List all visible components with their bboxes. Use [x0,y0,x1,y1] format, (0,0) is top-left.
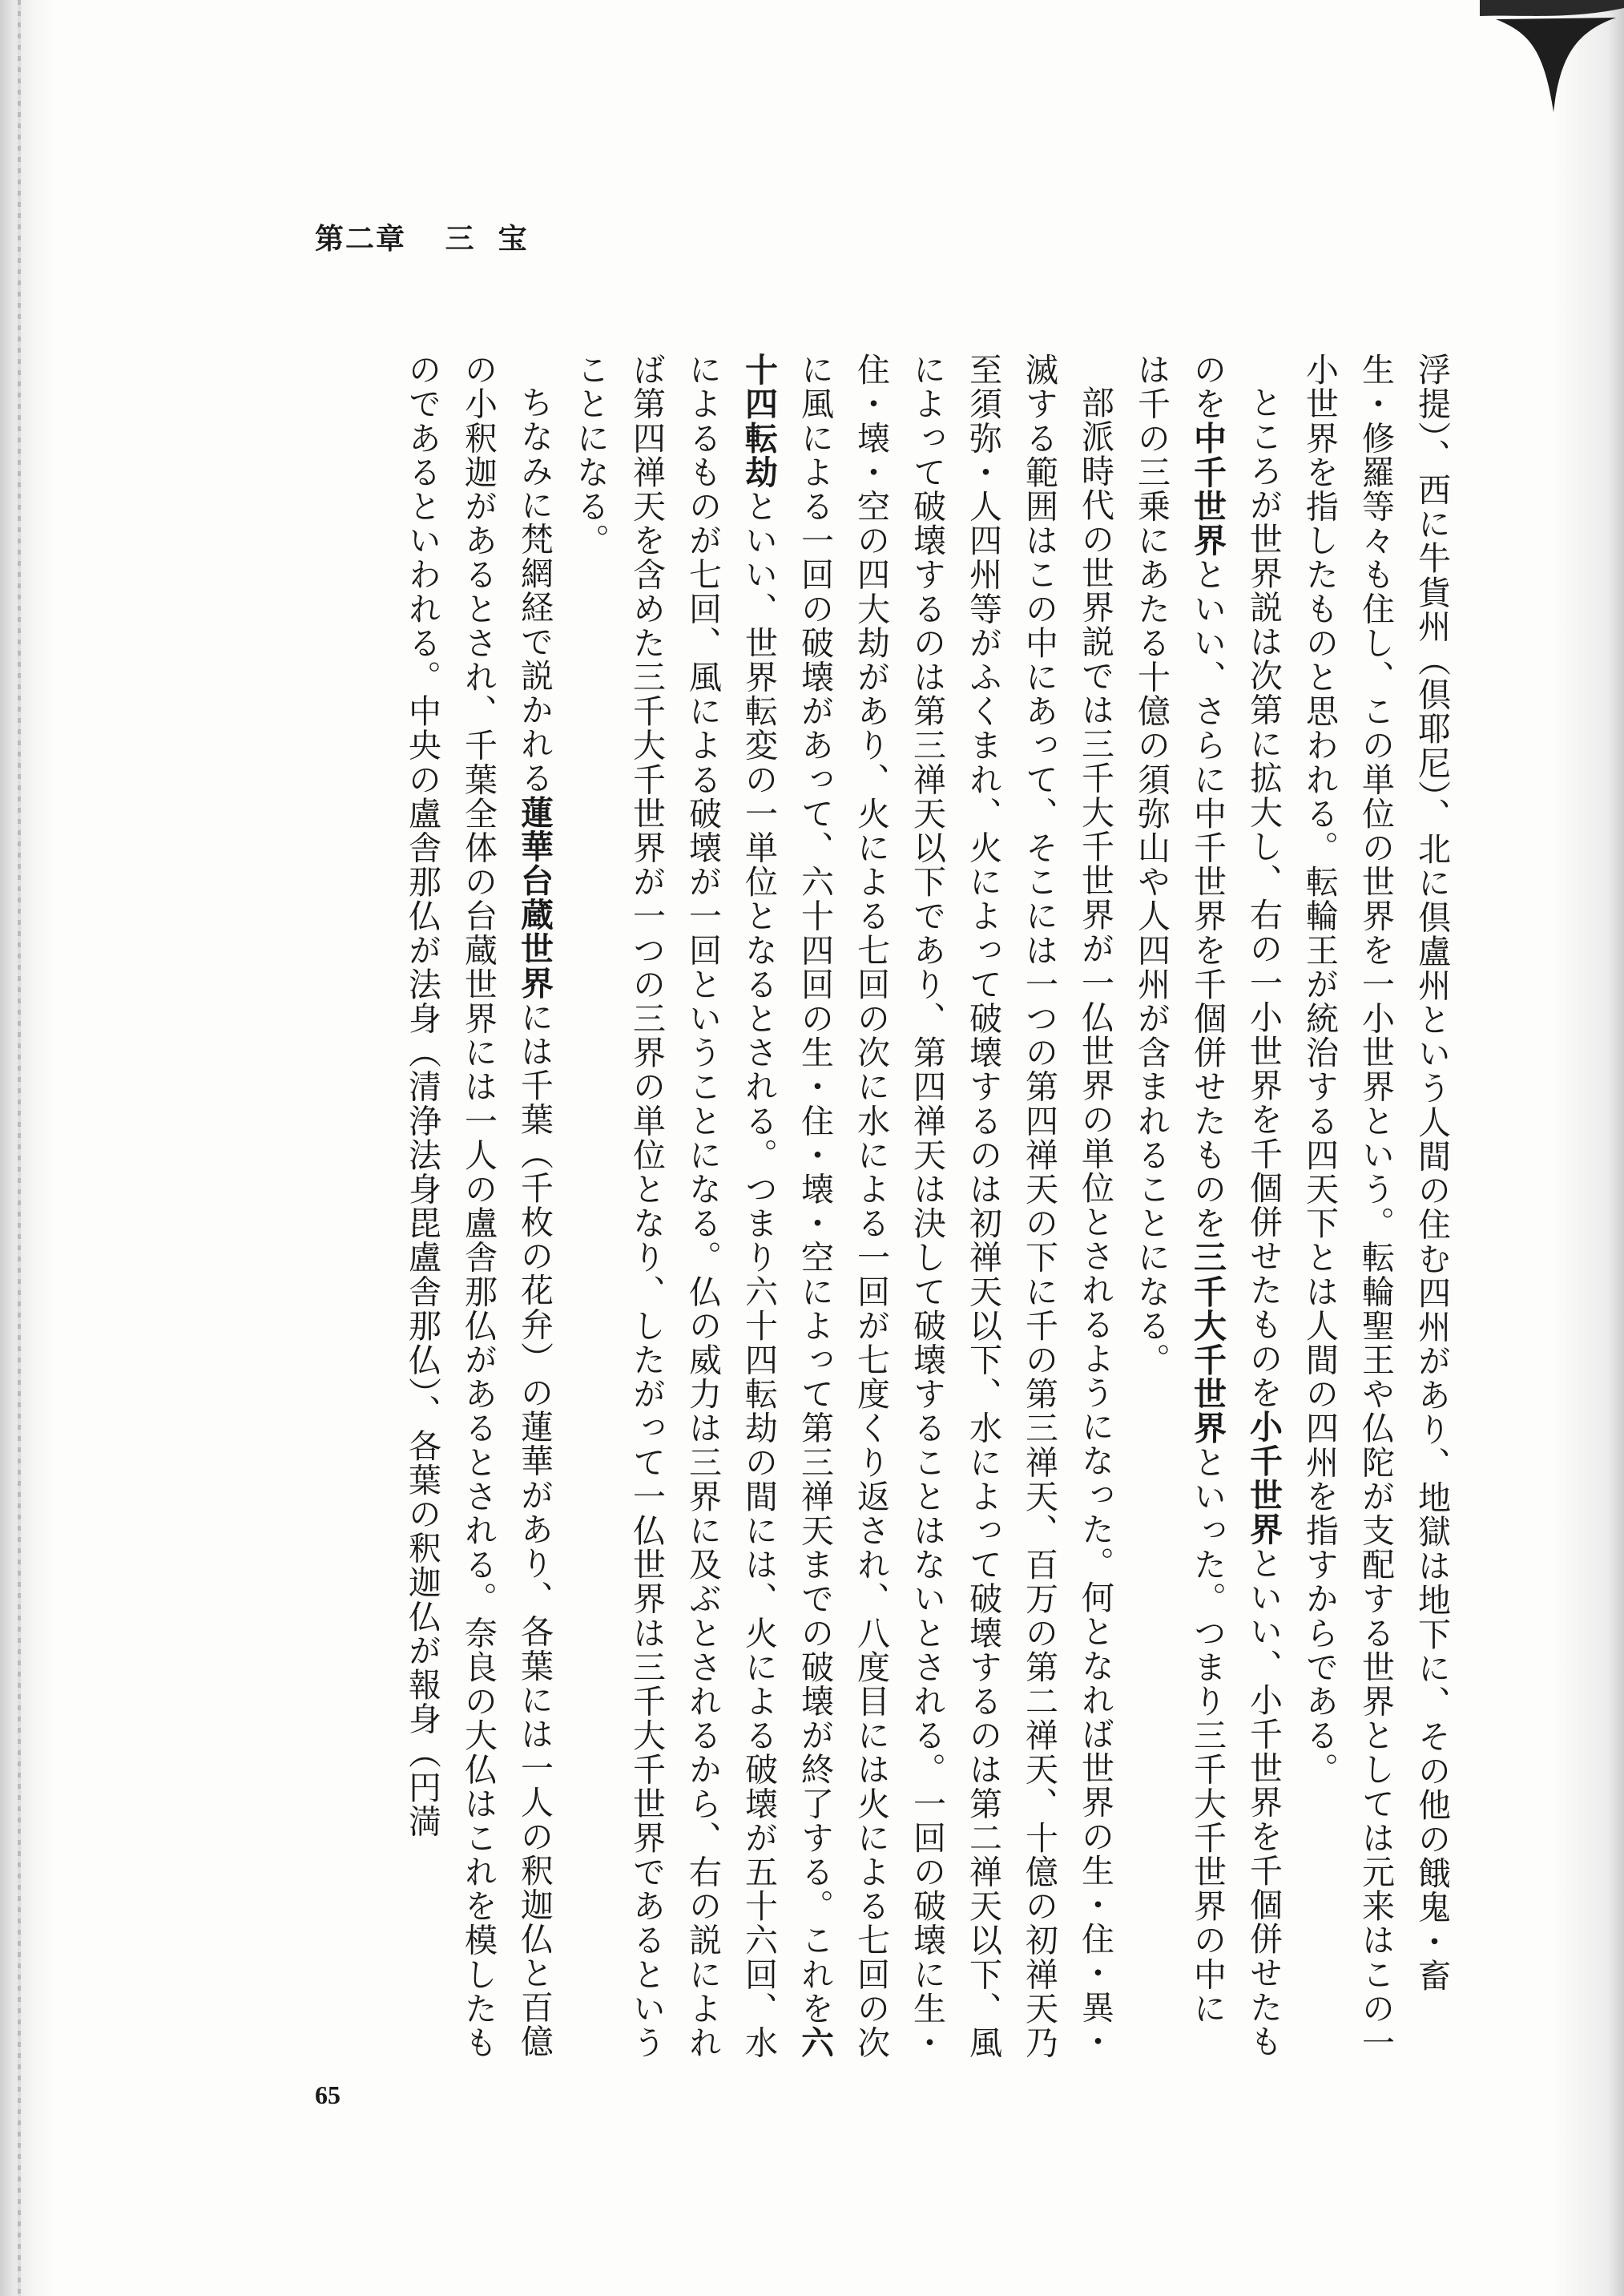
page-number: 65 [315,2080,341,2109]
text-run: 浮提）、西に牛貨州（倶耶尼）、北に倶盧州という人間の住む四州があり、地獄は地下に、その他の餓鬼・畜生・修羅等々も住し、この単位の世界を一小世界という。転輪聖王や仏陀が支配する世界としては元来はこの一小世界を指したものと思われる。転輪王が統治する四天下とは人間の四州を指すからである。 [1300,353,1451,2060]
paragraph [562,353,1123,2060]
text-run: といい、さらに中千世界を千個併せたものを [1188,557,1227,1241]
bold-term: 蓮華台蔵世界 [515,795,554,1000]
text-run: といい、世界転変の一単位となるとされる。つまり六十四転劫の間には、火による破壊が五十六回、水によるものが七回、風による破壊が一回ということになる。仏の威力は三界に及ぶとされるから、右の説によれば第四禅天を含めた三千大千世界が一つの三界の単位となり、したがって一仏世界は三千大千世界であるということになる。 [571,353,778,2060]
paragraph [1123,353,1292,2060]
text-run: ところが世界説は次第に拡大し、右の一小世界を千個併せたものを [1244,385,1283,1410]
scan-right-edge [1552,0,1624,2296]
paragraph [394,353,562,2060]
running-head [315,216,551,257]
text-run: には千葉（千枚の花弁）の蓮華があり、各葉には一人の釈迦仏と百億の小釈迦があるとされ、千葉全体の台蔵世界には一人の盧舎那仏があるとされる。奈良の大仏はこれを模したものであるといわれる。中央の盧舎那仏が法身（清浄法身毘盧舎那仏）、各葉の釈迦仏が報身（円満 [403,353,554,2060]
text-run: といった。つまり三千大千世界の中には千の三乗にあたる十億の須弥山や人四州が含まれることになる。 [1132,353,1227,2026]
scan-left-edge [0,0,56,2296]
chapter-title: 三宝 [445,222,551,256]
bold-term: 小千世界 [1244,1410,1283,1547]
text-run: ちなみに梵網経で説かれる [515,385,554,796]
paragraph [1292,353,1460,2060]
scan-corner-shadow [1480,0,1624,120]
text-run: 部派時代の世界説では三千大千世界が一仏世界の単位とされるようになった。何となれば世界の生・住・異・滅する範囲はこの中にあって、そこには一つの第四禅天の下に千の第三禅天、百万の第二禅天、十億の初禅天乃至須弥・人四州等がふくまれ、火によって破壊するのは初禅天以下、水によって破壊するのは第二禅天以下、風によって破壊するのは第三禅天以下であり、第四禅天は決して破壊することはないとされる。一回の破壊に生・住・壊・空の四大劫があり、火による七回の次に水による一回が七度くり返され、八度目には火による七回の次に風による一回の破壊があって、六十四回の生・住・壊・空によって第三禅天までの破壊が終了する。これを [796,353,1114,2060]
bold-term: 六十四転劫 [739,353,834,2060]
body-text [394,353,1460,2060]
bold-term: 三千大千世界 [1188,1240,1227,1446]
bold-term: 中千世界 [1188,421,1227,558]
chapter-label: 第二章 [315,222,407,256]
text-run: といい、小千世界を千個併せたものを [1188,353,1283,2059]
